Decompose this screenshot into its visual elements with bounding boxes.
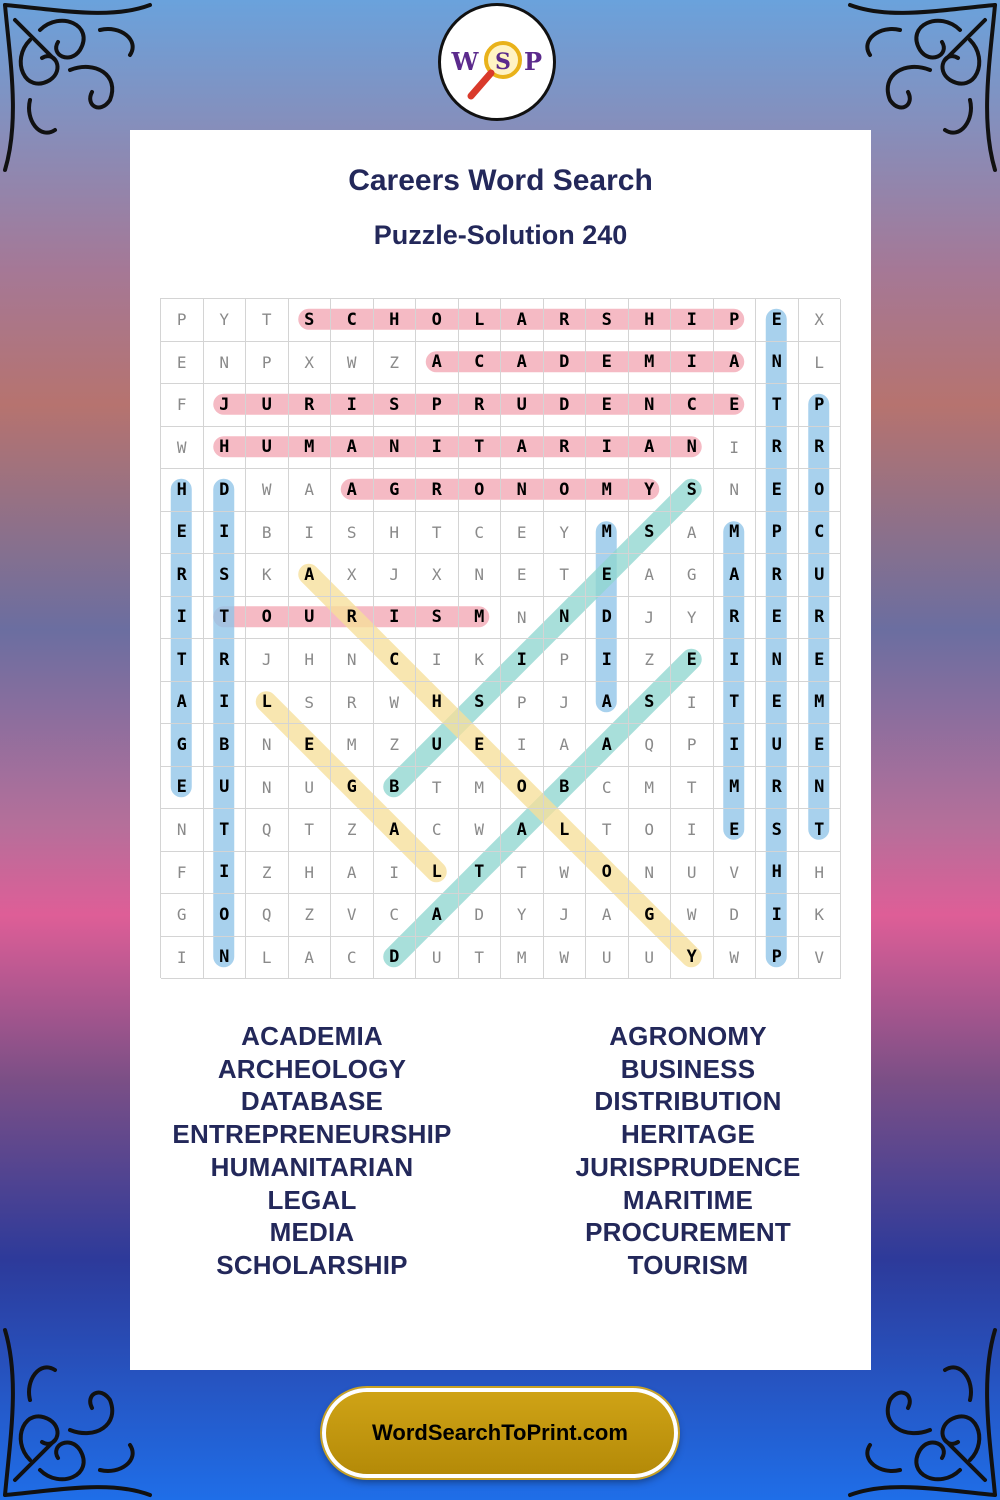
- grid-cell: A: [671, 512, 714, 555]
- word-list-item: HUMANITARIAN: [210, 1151, 414, 1182]
- grid-cell: I: [756, 894, 799, 937]
- grid-cell: R: [544, 427, 587, 470]
- grid-cell: I: [671, 299, 714, 342]
- grid-cell: A: [374, 809, 417, 852]
- grid-cell: I: [714, 427, 757, 470]
- grid-cell: M: [331, 724, 374, 767]
- grid-cell: I: [161, 937, 204, 980]
- grid-cell: T: [416, 767, 459, 810]
- grid-cell: S: [629, 682, 672, 725]
- grid-cell: N: [246, 767, 289, 810]
- grid-cell: E: [501, 554, 544, 597]
- grid-cell: M: [629, 342, 672, 385]
- grid-cell: A: [416, 894, 459, 937]
- grid-cell: U: [416, 724, 459, 767]
- grid-cell: E: [714, 384, 757, 427]
- grid-cell: C: [799, 512, 842, 555]
- grid-cell: N: [544, 597, 587, 640]
- grid-cell: N: [629, 852, 672, 895]
- word-list-item: ENTREPRENEURSHIP: [172, 1119, 452, 1150]
- grid-cell: I: [671, 342, 714, 385]
- grid-cell: O: [246, 597, 289, 640]
- grid-cell: E: [799, 639, 842, 682]
- word-list-item: LEGAL: [267, 1184, 357, 1215]
- grid-cell: N: [331, 639, 374, 682]
- grid-cell: H: [289, 639, 332, 682]
- grid-cell: D: [459, 894, 502, 937]
- grid-cell: C: [416, 809, 459, 852]
- grid-cell: A: [161, 682, 204, 725]
- grid-cell: T: [459, 427, 502, 470]
- grid-cell: R: [331, 682, 374, 725]
- grid-cell: R: [459, 384, 502, 427]
- grid-cell: C: [331, 937, 374, 980]
- grid-cell: S: [204, 554, 247, 597]
- grid-cell: A: [629, 427, 672, 470]
- grid-cell: H: [374, 299, 417, 342]
- grid-cell: M: [629, 767, 672, 810]
- grid-cell: R: [161, 554, 204, 597]
- grid-cell: S: [374, 384, 417, 427]
- grid-cell: H: [374, 512, 417, 555]
- grid-cell: W: [374, 682, 417, 725]
- grid-cell: N: [501, 469, 544, 512]
- grid-cell: R: [756, 554, 799, 597]
- grid-cell: L: [416, 852, 459, 895]
- grid-cell: S: [756, 809, 799, 852]
- grid-cell: R: [416, 469, 459, 512]
- grid-cell: J: [204, 384, 247, 427]
- grid-cell: M: [501, 937, 544, 980]
- grid-cell: N: [714, 469, 757, 512]
- grid-cell: C: [374, 894, 417, 937]
- grid-cell: T: [416, 512, 459, 555]
- grid-cell: Z: [374, 342, 417, 385]
- grid-cell: E: [161, 342, 204, 385]
- word-list-item: DATABASE: [240, 1086, 384, 1117]
- grid-cell: G: [331, 767, 374, 810]
- grid-cell: I: [204, 682, 247, 725]
- grid-cell: V: [799, 937, 842, 980]
- grid-cell: E: [586, 342, 629, 385]
- grid-cell: R: [544, 299, 587, 342]
- grid-cell: N: [246, 724, 289, 767]
- grid-cell: R: [331, 597, 374, 640]
- grid-cell: I: [586, 427, 629, 470]
- grid-cell: F: [161, 384, 204, 427]
- grid-cell: E: [586, 384, 629, 427]
- grid-cell: E: [756, 469, 799, 512]
- grid-cell: A: [629, 554, 672, 597]
- site-logo[interactable]: [438, 3, 556, 121]
- grid-cell: T: [756, 384, 799, 427]
- grid-cell: D: [374, 937, 417, 980]
- word-list-item: PROCUREMENT: [585, 1217, 791, 1248]
- grid-cell: R: [204, 639, 247, 682]
- grid-cell: N: [799, 767, 842, 810]
- grid-cell: E: [756, 682, 799, 725]
- grid-cell: N: [161, 809, 204, 852]
- grid-cell: R: [289, 384, 332, 427]
- grid-cell: O: [586, 852, 629, 895]
- grid-cell: H: [756, 852, 799, 895]
- word-list-item: ACADEMIA: [241, 1021, 383, 1051]
- grid-cell: U: [204, 767, 247, 810]
- grid-cell: U: [756, 724, 799, 767]
- grid-cell: G: [161, 894, 204, 937]
- grid-cell: P: [714, 299, 757, 342]
- grid-cell: A: [331, 469, 374, 512]
- grid-cell: A: [586, 724, 629, 767]
- grid-cell: T: [204, 809, 247, 852]
- grid-cell: A: [714, 342, 757, 385]
- grid-cell: I: [161, 597, 204, 640]
- grid-cell: S: [586, 299, 629, 342]
- grid-cell: H: [289, 852, 332, 895]
- grid-cell: Y: [544, 512, 587, 555]
- grid-cell: H: [629, 299, 672, 342]
- grid-cell: G: [374, 469, 417, 512]
- grid-cell: H: [204, 427, 247, 470]
- grid-cell: M: [459, 597, 502, 640]
- grid-cell: D: [204, 469, 247, 512]
- grid-cell: I: [501, 724, 544, 767]
- grid-cell: U: [629, 937, 672, 980]
- grid-cell: E: [459, 724, 502, 767]
- grid-cell: B: [204, 724, 247, 767]
- grid-cell: G: [161, 724, 204, 767]
- grid-cell: P: [799, 384, 842, 427]
- grid-cell: E: [586, 554, 629, 597]
- grid-cell: N: [501, 597, 544, 640]
- grid-cell: Y: [204, 299, 247, 342]
- grid-cell: U: [799, 554, 842, 597]
- grid-cell: Q: [246, 894, 289, 937]
- grid-cell: T: [714, 682, 757, 725]
- word-list-item: MARITIME: [622, 1184, 754, 1215]
- logo-letter: W: [451, 47, 479, 76]
- grid-cell: T: [289, 809, 332, 852]
- grid-cell: T: [544, 554, 587, 597]
- grid-cell: O: [204, 894, 247, 937]
- grid-cell: O: [629, 809, 672, 852]
- grid-cell: X: [416, 554, 459, 597]
- grid-cell: E: [799, 724, 842, 767]
- grid-cell: M: [714, 767, 757, 810]
- grid-cell: R: [799, 427, 842, 470]
- grid-cell: U: [586, 937, 629, 980]
- grid-cell: Z: [629, 639, 672, 682]
- grid-cell: E: [714, 809, 757, 852]
- grid-cell: W: [246, 469, 289, 512]
- grid-cell: N: [204, 342, 247, 385]
- grid-cell: I: [374, 597, 417, 640]
- site-link-button[interactable]: WordSearchToPrint.com: [322, 1388, 678, 1478]
- grid-cell: H: [416, 682, 459, 725]
- grid-cell: A: [289, 469, 332, 512]
- grid-cell: G: [629, 894, 672, 937]
- grid-cell: J: [246, 639, 289, 682]
- grid-cell: N: [374, 427, 417, 470]
- grid-cell: A: [586, 894, 629, 937]
- grid-cell: X: [289, 342, 332, 385]
- logo-letter: S: [495, 49, 511, 75]
- word-list-item: ARCHEOLOGY: [217, 1053, 407, 1084]
- grid-cell: A: [331, 427, 374, 470]
- grid-cell: X: [799, 299, 842, 342]
- grid-cell: C: [671, 384, 714, 427]
- grid-cell: K: [459, 639, 502, 682]
- grid-cell: M: [586, 512, 629, 555]
- grid-cell: B: [374, 767, 417, 810]
- grid-cell: K: [799, 894, 842, 937]
- grid-cell: T: [501, 852, 544, 895]
- grid-cell: C: [586, 767, 629, 810]
- word-list-item: SCHOLARSHIP: [216, 1249, 408, 1280]
- grid-cell: J: [544, 894, 587, 937]
- grid-cell: B: [246, 512, 289, 555]
- grid-cell: I: [416, 639, 459, 682]
- grid-cell: P: [246, 342, 289, 385]
- grid-cell: R: [756, 427, 799, 470]
- grid-cell: P: [161, 299, 204, 342]
- grid-cell: K: [246, 554, 289, 597]
- grid-cell: B: [544, 767, 587, 810]
- grid-cell: A: [501, 342, 544, 385]
- grid-cell: V: [331, 894, 374, 937]
- grid-cell: O: [416, 299, 459, 342]
- grid-cell: D: [544, 342, 587, 385]
- grid-cell: L: [246, 682, 289, 725]
- grid-cell: J: [374, 554, 417, 597]
- grid-cell: W: [714, 937, 757, 980]
- grid-cell: O: [459, 469, 502, 512]
- grid-cell: M: [586, 469, 629, 512]
- grid-cell: P: [416, 384, 459, 427]
- grid-cell: Q: [629, 724, 672, 767]
- grid-cell: L: [246, 937, 289, 980]
- grid-cell: I: [671, 809, 714, 852]
- grid-cell: A: [586, 682, 629, 725]
- word-list-item: MEDIA: [269, 1217, 355, 1248]
- grid-cell: I: [289, 512, 332, 555]
- word-list-left: [102, 1020, 522, 1282]
- grid-cell: D: [544, 384, 587, 427]
- grid-cell: E: [289, 724, 332, 767]
- grid-cell: P: [671, 724, 714, 767]
- grid-cell: W: [671, 894, 714, 937]
- grid-cell: T: [459, 852, 502, 895]
- grid-cell: E: [501, 512, 544, 555]
- grid-cell: U: [289, 597, 332, 640]
- word-list-item: AGRONOMY: [609, 1021, 767, 1051]
- grid-cell: U: [289, 767, 332, 810]
- grid-cell: A: [714, 554, 757, 597]
- grid-cell: C: [459, 342, 502, 385]
- word-search-grid: [160, 298, 840, 978]
- grid-cell: I: [501, 639, 544, 682]
- grid-cell: S: [416, 597, 459, 640]
- grid-cell: N: [629, 384, 672, 427]
- grid-cell: Z: [331, 809, 374, 852]
- grid-cell: I: [331, 384, 374, 427]
- grid-cell: T: [246, 299, 289, 342]
- grid-cell: W: [331, 342, 374, 385]
- grid-cell: I: [714, 724, 757, 767]
- grid-cell: P: [756, 512, 799, 555]
- grid-cell: L: [459, 299, 502, 342]
- grid-cell: I: [204, 852, 247, 895]
- grid-cell: I: [671, 682, 714, 725]
- grid-cell: O: [501, 767, 544, 810]
- word-list-right: [478, 1020, 898, 1282]
- grid-cell: C: [459, 512, 502, 555]
- grid-cell: N: [671, 427, 714, 470]
- grid-cell: M: [714, 512, 757, 555]
- grid-cell: T: [799, 809, 842, 852]
- page-title: Careers Word Search: [348, 164, 653, 197]
- grid-cell: Z: [374, 724, 417, 767]
- grid-cell: T: [161, 639, 204, 682]
- grid-cell: A: [331, 852, 374, 895]
- grid-cell: T: [204, 597, 247, 640]
- grid-cell: I: [586, 639, 629, 682]
- grid-cell: A: [289, 554, 332, 597]
- grid-cell: E: [756, 299, 799, 342]
- grid-cell: N: [459, 554, 502, 597]
- grid-cell: S: [629, 512, 672, 555]
- word-list-item: DISTRIBUTION: [594, 1086, 782, 1117]
- grid-cell: T: [459, 937, 502, 980]
- grid-cell: O: [544, 469, 587, 512]
- grid-cell: Q: [246, 809, 289, 852]
- grid-cell: Z: [289, 894, 332, 937]
- grid-cell: E: [671, 639, 714, 682]
- grid-cell: S: [671, 469, 714, 512]
- grid-cell: G: [671, 554, 714, 597]
- grid-cell: O: [799, 469, 842, 512]
- page-subtitle: Puzzle-Solution 240: [373, 220, 628, 250]
- word-list-item: JURISPRUDENCE: [575, 1151, 801, 1182]
- grid-cell: A: [501, 809, 544, 852]
- word-list-item: HERITAGE: [620, 1119, 755, 1150]
- grid-cell: U: [671, 852, 714, 895]
- grid-cell: J: [544, 682, 587, 725]
- grid-cell: R: [714, 597, 757, 640]
- grid-cell: Z: [246, 852, 289, 895]
- grid-cell: E: [161, 512, 204, 555]
- grid-cell: M: [289, 427, 332, 470]
- grid-cell: W: [544, 937, 587, 980]
- grid-cell: H: [161, 469, 204, 512]
- grid-cell: A: [501, 299, 544, 342]
- word-list-item: TOURISM: [627, 1249, 749, 1280]
- grid-cell: D: [714, 894, 757, 937]
- grid-cell: M: [799, 682, 842, 725]
- grid-cell: W: [161, 427, 204, 470]
- letter-grid: [160, 298, 840, 978]
- grid-cell: E: [161, 767, 204, 810]
- grid-cell: V: [714, 852, 757, 895]
- grid-cell: U: [246, 427, 289, 470]
- grid-cell: S: [459, 682, 502, 725]
- word-list-item: BUSINESS: [620, 1053, 756, 1084]
- grid-cell: E: [756, 597, 799, 640]
- grid-cell: R: [799, 597, 842, 640]
- grid-cell: C: [374, 639, 417, 682]
- grid-cell: S: [331, 512, 374, 555]
- grid-cell: I: [416, 427, 459, 470]
- grid-cell: W: [459, 809, 502, 852]
- grid-cell: C: [331, 299, 374, 342]
- grid-cell: J: [629, 597, 672, 640]
- grid-cell: Y: [671, 597, 714, 640]
- grid-cell: P: [544, 639, 587, 682]
- grid-cell: U: [416, 937, 459, 980]
- grid-cell: A: [416, 342, 459, 385]
- grid-cell: N: [756, 342, 799, 385]
- grid-cell: S: [289, 299, 332, 342]
- grid-cell: N: [204, 937, 247, 980]
- grid-cell: H: [799, 852, 842, 895]
- grid-cell: T: [586, 809, 629, 852]
- grid-cell: F: [161, 852, 204, 895]
- grid-cell: A: [289, 937, 332, 980]
- grid-cell: M: [459, 767, 502, 810]
- grid-cell: Y: [671, 937, 714, 980]
- grid-cell: A: [544, 724, 587, 767]
- grid-cell: Y: [501, 894, 544, 937]
- grid-cell: I: [204, 512, 247, 555]
- grid-cell: T: [671, 767, 714, 810]
- grid-cell: W: [544, 852, 587, 895]
- grid-cell: Y: [629, 469, 672, 512]
- grid-cell: U: [501, 384, 544, 427]
- grid-cell: A: [501, 427, 544, 470]
- grid-cell: X: [331, 554, 374, 597]
- grid-cell: R: [756, 767, 799, 810]
- grid-cell: D: [586, 597, 629, 640]
- grid-cell: P: [756, 937, 799, 980]
- grid-cell: L: [799, 342, 842, 385]
- grid-cell: I: [374, 852, 417, 895]
- grid-cell: U: [246, 384, 289, 427]
- grid-cell: I: [714, 639, 757, 682]
- grid-cell: S: [289, 682, 332, 725]
- grid-cell: P: [501, 682, 544, 725]
- grid-cell: N: [756, 639, 799, 682]
- grid-cell: L: [544, 809, 587, 852]
- logo-letter: P: [523, 47, 543, 76]
